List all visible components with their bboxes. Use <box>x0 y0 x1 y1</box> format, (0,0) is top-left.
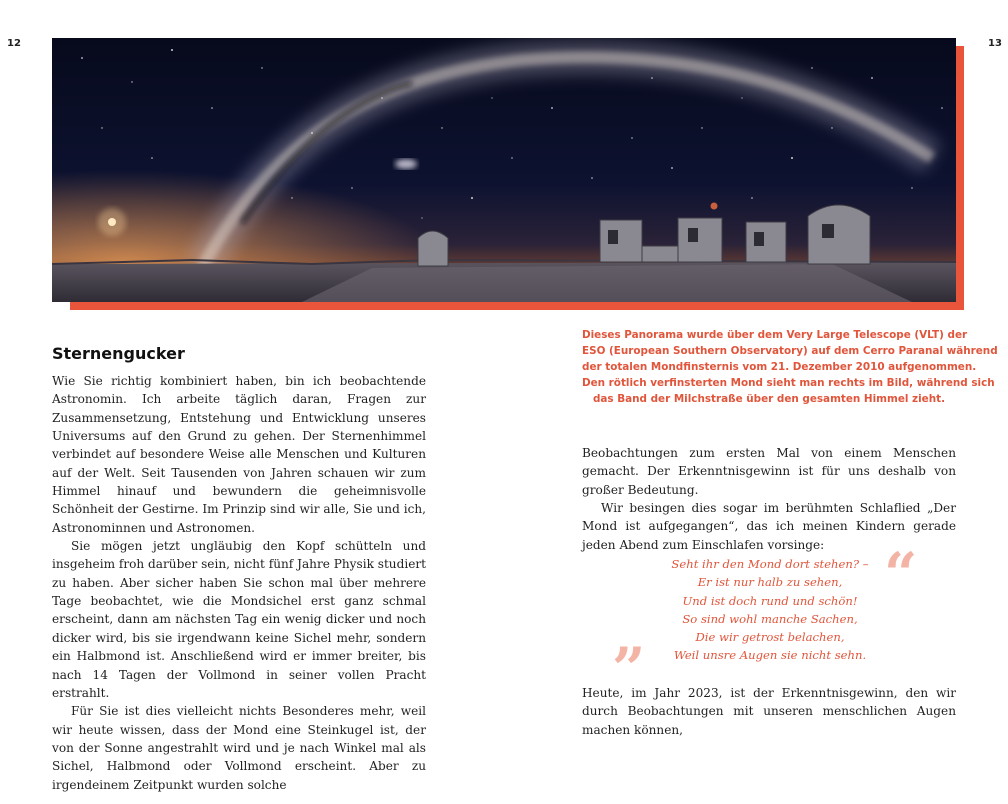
caption-line: der totalen Mondfinsternis vom 21. Dezember 2010 aufgenommen. <box>582 361 977 373</box>
page-number-right: 13 <box>988 38 1002 49</box>
section-heading: Sternengucker <box>52 344 185 363</box>
page-number-left: 12 <box>7 38 21 49</box>
caption-line: ESO (European Southern Observatory) auf dem Cerro Paranal während <box>582 345 998 357</box>
caption-line: das Band der Milchstraße über den gesamten Himmel zieht. <box>592 393 946 405</box>
body-paragraph: Wie Sie richtig kombiniert haben, bin ich beobachtende Astronomin. Ich arbeite täglich daran, Fragen zur Zusammensetzung, Entstehung und Entwicklung unseres Universums auf den Grund zu gehen. Der Sternenhimmel verbindet auf besondere Weise alle Menschen und Kulturen auf der Welt. Seit Tausenden von Jahren schauen wir zum Himmel hinauf und bewundern die geheimnisvolle Schönheit der Gestirne. Im Prinzip sind wir alle, Sie und ich, Astronominnen und Astronomen. <box>52 374 426 535</box>
body-paragraph: Wir besingen dies sogar im berühmten Schlaflied „Der Mond ist aufgegangen“, das ich meinen Kindern gerade jeden Abend zum Einschlafen vorsinge: <box>582 501 956 552</box>
poem-line: Weil unsre Augen sie nicht sehn. <box>673 648 867 663</box>
caption-line: Den rötlich verfinsterten Mond sieht man rechts im Bild, während sich <box>582 377 995 389</box>
closing-quote-mark: ” <box>612 635 646 703</box>
poem-line: Seht ihr den Mond dort stehen? – <box>671 557 869 571</box>
poem-line: Die wir getrost belachen, <box>695 630 845 645</box>
left-text-column <box>52 372 426 794</box>
opening-quote-mark: “ <box>884 540 918 608</box>
caption-line: Dieses Panorama wurde über dem Very Large Telescope (VLT) der <box>582 329 968 341</box>
lullaby-poem <box>620 555 920 665</box>
poem-line: Er ist nur halb zu sehen, <box>697 575 843 590</box>
right-text-column-continued <box>582 684 956 739</box>
milky-way-panorama-photo <box>52 38 956 302</box>
body-paragraph: Heute, im Jahr 2023, ist der Erkenntnisgewinn, den wir durch Beobachtungen mit unseren menschlichen Augen machen können, <box>582 686 956 737</box>
poem-line: So sind wohl manche Sachen, <box>682 611 858 626</box>
poem-line: Und ist doch rund und schön! <box>682 593 858 608</box>
right-text-column <box>582 444 956 554</box>
body-paragraph: Sie mögen jetzt ungläubig den Kopf schütteln und insgeheim froh darüber sein, nicht fünf Jahre Physik studiert zu haben. Aber sicher haben Sie schon mal über mehrere Tage beobachtet, wie die Mondsichel erst ganz schmal erscheint, dann am nächsten Tag ein wenig dicker und noch dicker wird, bis sie irgendwann keine Sichel mehr, sondern ein Halbmond ist. Anschließend wird er immer breiter, bis nach 14 Tagen der Vollmond in seiner vollen Pracht erstrahlt. <box>52 539 427 700</box>
body-paragraph: Beobachtungen zum ersten Mal von einem Menschen gemacht. Der Erkenntnisgewinn ist für uns deshalb von großer Bedeutung. <box>582 446 956 497</box>
photo-caption <box>582 327 998 407</box>
body-paragraph: Für Sie ist dies vielleicht nichts Besonderes mehr, weil wir heute wissen, dass der Mond eine Steinkugel ist, der von der Sonne angestrahlt wird und je nach Winkel mal als Sichel, Halbmond oder Vollmond erscheint. Aber zu irgendeinem Zeitpunkt wurden solche <box>52 704 426 792</box>
